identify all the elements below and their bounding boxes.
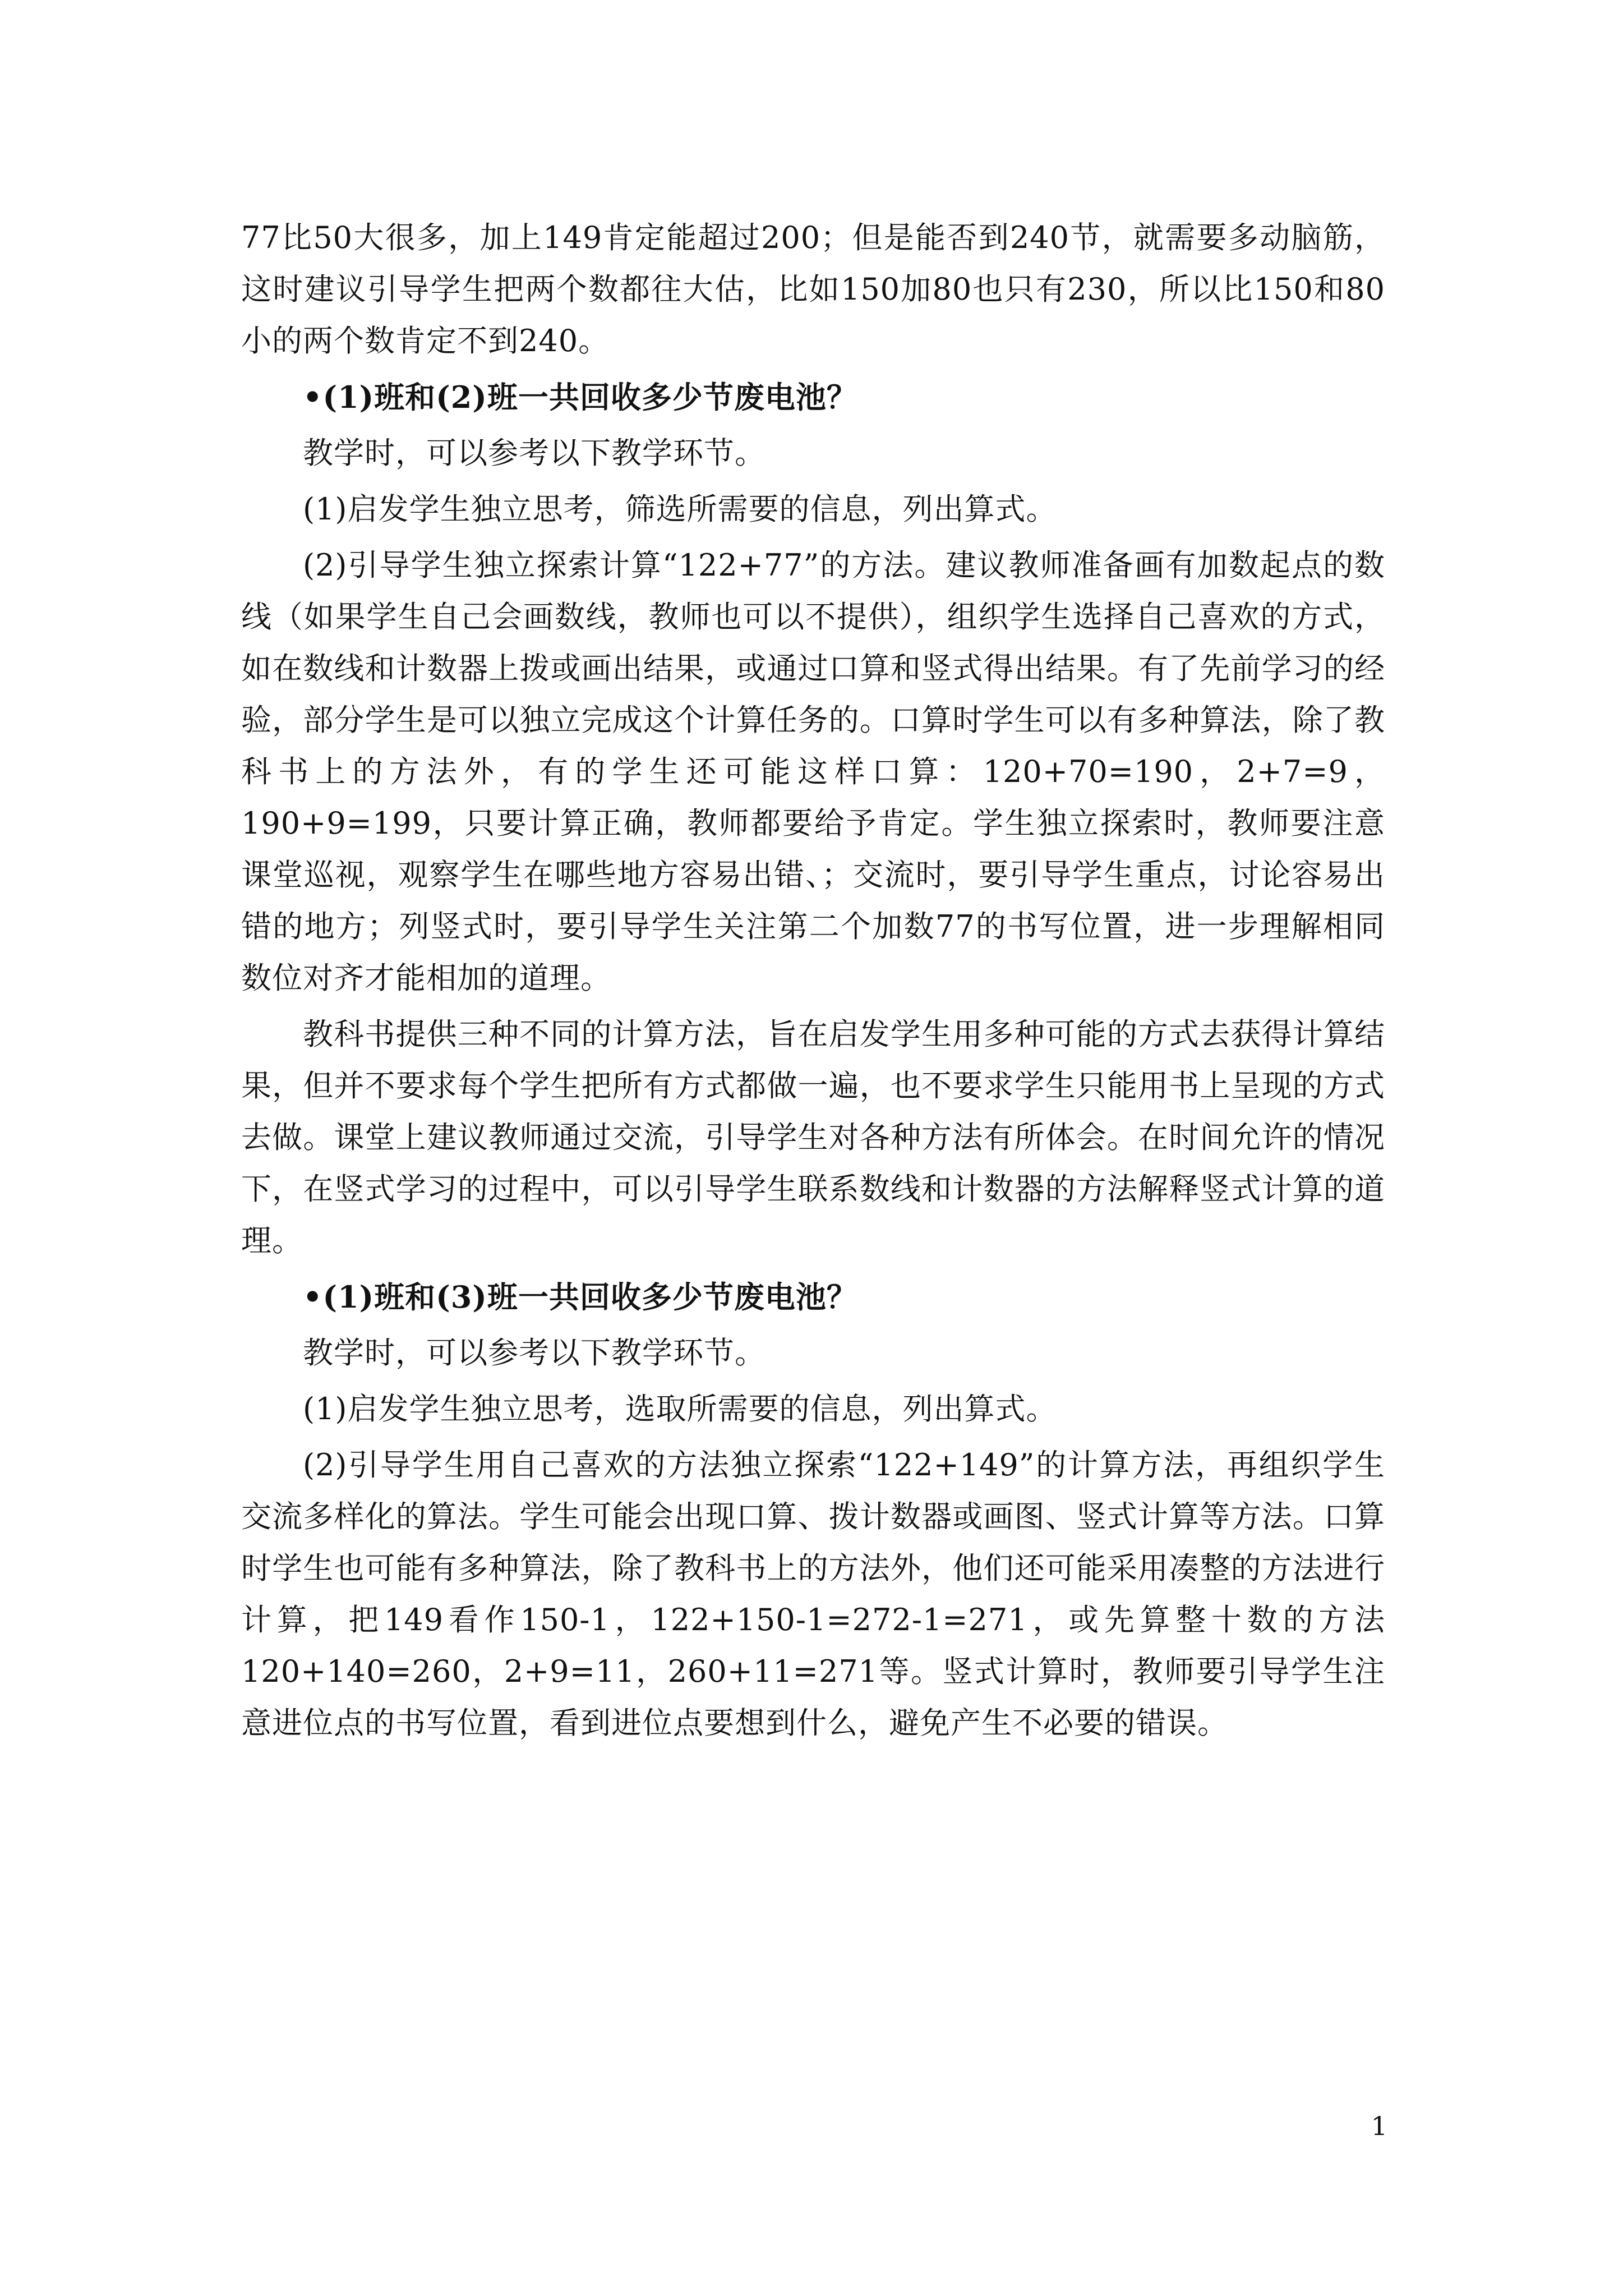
heading-class1-class3-total: •(1)班和(3)班一共回收多少节废电池？ — [303, 1279, 857, 1315]
heading-class1-class2-total: •(1)班和(2)班一共回收多少节废电池？ — [303, 379, 857, 415]
paragraph-step-2-explore-122-77: (2)引导学生独立探索计算“122+77”的方法。建议教师准备画有加数起点的数线（如果学生自己会画数线，教师也可以不提供），组织学生选择自己喜欢的方式，如在数线和计数器上拨或画出结果，或通过口算和竖式得出结果。有了先前学习的经验，部分学生是可以独立完成这个计算任务的。口算时学生可以有多种算法，除了教科书上的方法外，有的学生还可能这样口算：120+70=190，2+7=9，190+9=199，只要计算正确，教师都要给予肯定。学生独立探索时，教师要注意课堂巡视，观察学生在哪些地方容易出错、；交流时，要引导学生重点，讨论容易出错的地方；列竖式时，要引导学生关注第二个加数77的书写位置，进一步理解相同数位对齐才能相加的道理。 — [241, 547, 1385, 996]
paragraph-estimation-continued: 77比50大很多，加上149肯定能超过200；但是能否到240节，就需要多动脑筋，这时建议引导学生把两个数都往大估，比如150加80也只有230，所以比150和80小的两个数肯定不到240。 — [241, 220, 1385, 358]
page-number: 1 — [1371, 2111, 1387, 2141]
paragraph-teaching-steps-intro-2: 教学时，可以参考以下教学环节。 — [303, 1335, 766, 1370]
paragraph-step-1-choose-info: (1)启发学生独立思考，选取所需要的信息，列出算式。 — [303, 1391, 1057, 1427]
paragraph-three-methods: 教科书提供三种不同的计算方法，旨在启发学生用多种可能的方式去获得计算结果，但并不要求每个学生把所有方式都做一遍，也不要求学生只能用书上呈现的方式去做。课堂上建议教师通过交流，引导学生对各种方法有所体会。在时间允许的情况下，在竖式学习的过程中，可以引导学生联系数线和计数器的方法解释竖式计算的道理。 — [241, 1016, 1385, 1258]
document-body — [241, 212, 1385, 1749]
paragraph-step-2-explore-122-149: (2)引导学生用自己喜欢的方法独立探索“122+149”的计算方法，再组织学生交流多样化的算法。学生可能会出现口算、拨计数器或画图、竖式计算等方法。口算时学生也可能有多种算法，除了教科书上的方法外，他们还可能采用凑整的方法进行计算，把149看作150-1，122+150-1=272-1=271，或先算整十数的方法120+140=260，2+9=11，260+11=271等。竖式计算时，教师要引导学生注意进位点的书写位置，看到进位点要想到什么，避免产生不必要的错误。 — [241, 1447, 1385, 1741]
paragraph-step-1-select-info: (1)启发学生独立思考，筛选所需要的信息，列出算式。 — [303, 491, 1057, 527]
paragraph-teaching-steps-intro: 教学时，可以参考以下教学环节。 — [303, 435, 766, 471]
